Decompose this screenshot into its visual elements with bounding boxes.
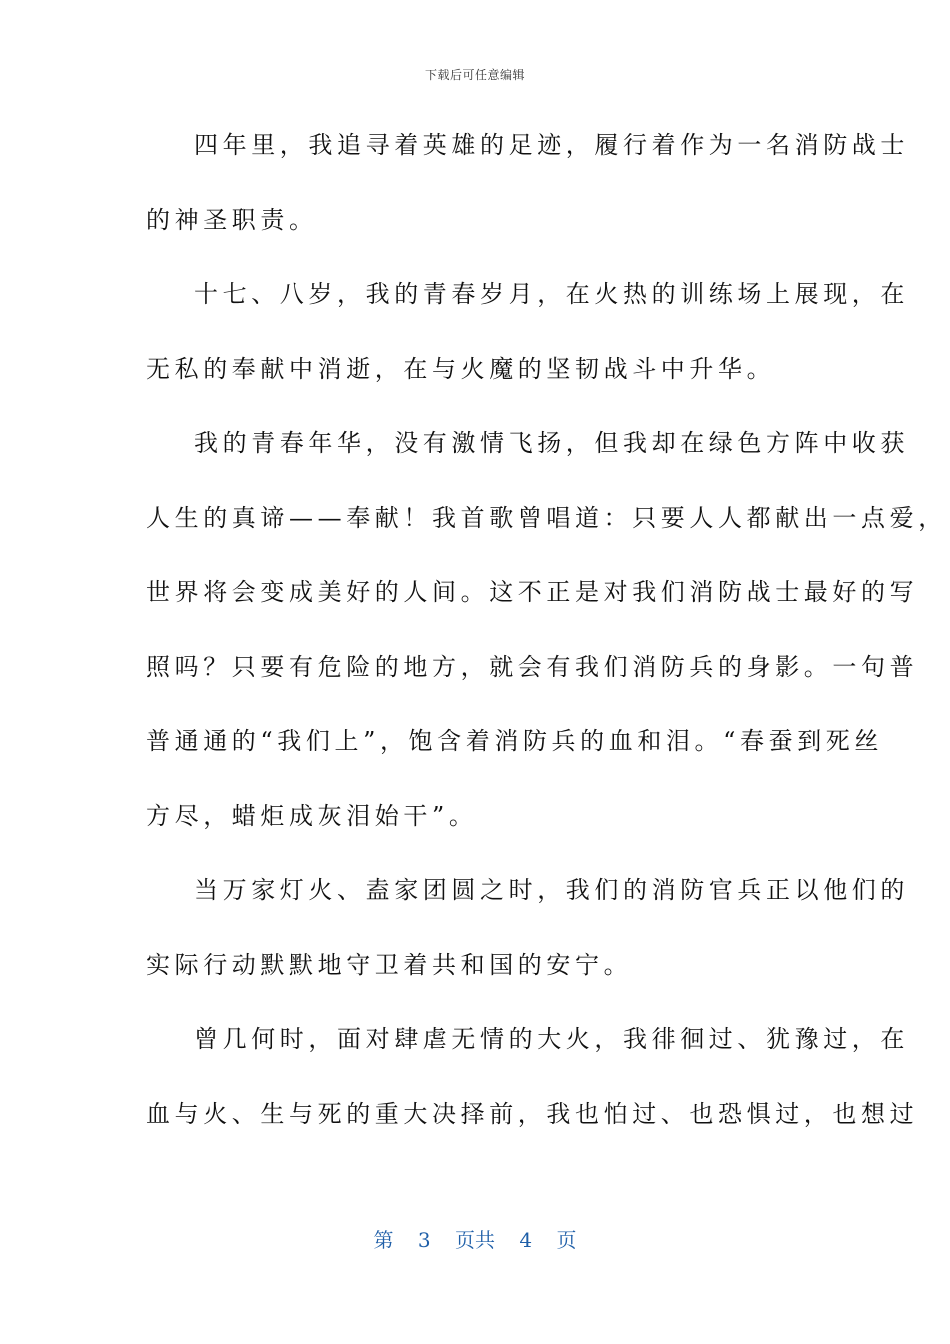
- paragraph-line: 人生的真谛——奉献！我首歌曾唱道：只要人人都献出一点爱，: [146, 503, 947, 532]
- paragraph-line: 十七、八岁，我的青春岁月，在火热的训练场上展现，在: [194, 280, 909, 308]
- paragraph-line: 当万家灯火、盍家团圆之时，我们的消防官兵正以他们的: [194, 876, 909, 904]
- footer-prefix: 第: [373, 1228, 394, 1252]
- paragraph-line: 我的青春年华，没有激情飞扬，但我却在绿色方阵中收获: [194, 429, 909, 457]
- paragraph-line: 世界将会变成美好的人间。这不正是对我们消防战士最好的写: [146, 578, 919, 606]
- footer-suffix: 页: [556, 1228, 577, 1252]
- page-footer: [0, 1224, 950, 1253]
- paragraph-line: 四年里，我追寻着英雄的足迹，履行着作为一名消防战士: [194, 131, 909, 159]
- footer-page-number: 3: [417, 1228, 431, 1252]
- footer-total-pages: 4: [519, 1228, 533, 1252]
- paragraph-line: 方尽，蜡炬成灰泪始干”。: [146, 801, 478, 830]
- paragraph-line: 血与火、生与死的重大决择前，我也怕过、也恐惧过，也想过: [146, 1099, 919, 1128]
- paragraph-line: 照吗？只要有危险的地方，就会有我们消防兵的身影。一句普: [146, 652, 919, 681]
- footer-middle: 页共: [455, 1228, 495, 1252]
- paragraph-line: 普通通的“我们上”，饱含着消防兵的血和泪。“春蚕到死丝: [146, 727, 884, 755]
- document-body: [146, 120, 947, 1163]
- paragraph-line: 曾几何时，面对肆虐无情的大火，我徘徊过、犹豫过，在: [194, 1025, 909, 1053]
- paragraph-line: 的神圣职责。: [146, 205, 318, 234]
- paragraph-line: 实际行动默默地守卫着共和国的安宁。: [146, 950, 633, 979]
- paragraph-line: 无私的奉献中消逝，在与火魔的坚韧战斗中升华。: [146, 354, 776, 383]
- header-note: 下载后可任意编辑: [424, 68, 525, 82]
